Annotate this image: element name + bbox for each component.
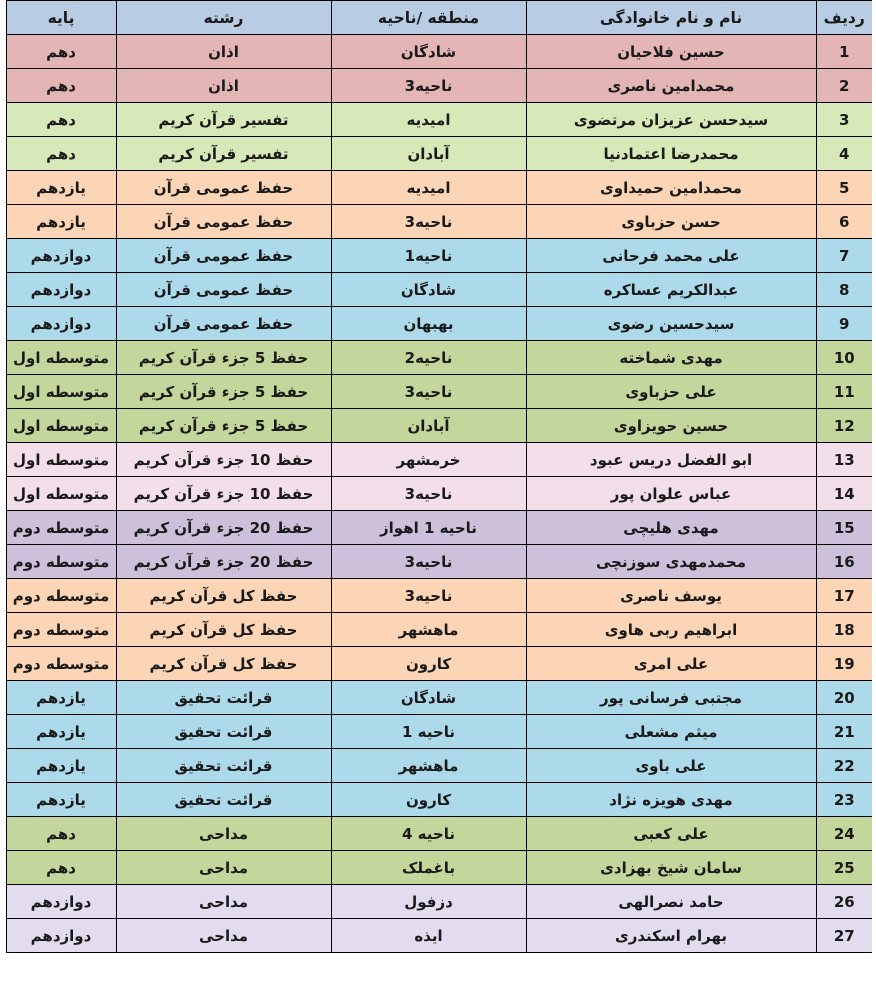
cell-region: ناحیه 4 bbox=[331, 817, 526, 851]
table-row bbox=[6, 307, 874, 341]
cell-radif: 10 bbox=[816, 341, 874, 375]
cell-radif: 17 bbox=[816, 579, 874, 613]
cell-region: کارون bbox=[331, 647, 526, 681]
cell-grade: دوازدهم bbox=[6, 919, 116, 953]
cell-name: علی محمد فرحانی bbox=[526, 239, 816, 273]
cell-radif: 6 bbox=[816, 205, 874, 239]
table-row bbox=[6, 171, 874, 205]
cell-radif: 8 bbox=[816, 273, 874, 307]
cell-region: ناحیه3 bbox=[331, 579, 526, 613]
cell-region: ماهشهر bbox=[331, 749, 526, 783]
cell-grade: یازدهم bbox=[6, 715, 116, 749]
cell-radif: 26 bbox=[816, 885, 874, 919]
cell-grade: دوازدهم bbox=[6, 885, 116, 919]
cell-field: اذان bbox=[116, 35, 331, 69]
cell-radif: 25 bbox=[816, 851, 874, 885]
cell-region: آبادان bbox=[331, 409, 526, 443]
table-row bbox=[6, 341, 874, 375]
cell-field: قرائت تحقیق bbox=[116, 783, 331, 817]
cell-region: شادگان bbox=[331, 681, 526, 715]
cell-region: ناحیه3 bbox=[331, 477, 526, 511]
cell-radif: 11 bbox=[816, 375, 874, 409]
cell-radif: 27 bbox=[816, 919, 874, 953]
cell-region: خرمشهر bbox=[331, 443, 526, 477]
cell-field: حفظ عمومی قرآن bbox=[116, 171, 331, 205]
cell-region: ناحیه3 bbox=[331, 69, 526, 103]
cell-grade: دهم bbox=[6, 69, 116, 103]
table-row bbox=[6, 477, 874, 511]
cell-grade: دهم bbox=[6, 817, 116, 851]
table-row bbox=[6, 851, 874, 885]
table-row bbox=[6, 919, 874, 953]
cell-field: حفظ کل قرآن کریم bbox=[116, 647, 331, 681]
cell-field: حفظ عمومی قرآن bbox=[116, 239, 331, 273]
cell-radif: 14 bbox=[816, 477, 874, 511]
cell-field: حفظ 20 جزء قرآن کریم bbox=[116, 545, 331, 579]
cell-region: بهبهان bbox=[331, 307, 526, 341]
cell-radif: 24 bbox=[816, 817, 874, 851]
cell-radif: 9 bbox=[816, 307, 874, 341]
cell-field: حفظ کل قرآن کریم bbox=[116, 613, 331, 647]
cell-grade: متوسطه دوم bbox=[6, 647, 116, 681]
column-header-radif: ردیف bbox=[816, 1, 874, 35]
cell-field: مداحی bbox=[116, 885, 331, 919]
table-row bbox=[6, 409, 874, 443]
cell-field: تفسیر قرآن کریم bbox=[116, 137, 331, 171]
cell-field: قرائت تحقیق bbox=[116, 715, 331, 749]
cell-region: دزفول bbox=[331, 885, 526, 919]
table-row bbox=[6, 749, 874, 783]
cell-name: محمدامین ناصری bbox=[526, 69, 816, 103]
table-row bbox=[6, 375, 874, 409]
cell-radif: 21 bbox=[816, 715, 874, 749]
cell-region: ناحیه1 bbox=[331, 239, 526, 273]
cell-field: تفسیر قرآن کریم bbox=[116, 103, 331, 137]
cell-radif: 13 bbox=[816, 443, 874, 477]
cell-region: کارون bbox=[331, 783, 526, 817]
cell-name: مهدی هلیچی bbox=[526, 511, 816, 545]
cell-grade: یازدهم bbox=[6, 205, 116, 239]
cell-radif: 15 bbox=[816, 511, 874, 545]
cell-region: ماهشهر bbox=[331, 613, 526, 647]
table-row bbox=[6, 613, 874, 647]
cell-name: محمدمهدی سوزنچی bbox=[526, 545, 816, 579]
cell-field: حفظ عمومی قرآن bbox=[116, 273, 331, 307]
cell-name: حسین حویزاوی bbox=[526, 409, 816, 443]
cell-field: حفظ عمومی قرآن bbox=[116, 307, 331, 341]
cell-radif: 4 bbox=[816, 137, 874, 171]
cell-name: بهرام اسکندری bbox=[526, 919, 816, 953]
table-row bbox=[6, 137, 874, 171]
cell-grade: دهم bbox=[6, 35, 116, 69]
cell-grade: متوسطه اول bbox=[6, 375, 116, 409]
cell-field: حفظ 20 جزء قرآن کریم bbox=[116, 511, 331, 545]
cell-region: ناحیه 1 bbox=[331, 715, 526, 749]
cell-field: حفظ 10 جزء قرآن کریم bbox=[116, 443, 331, 477]
cell-region: ناحیه3 bbox=[331, 545, 526, 579]
cell-field: قرائت تحقیق bbox=[116, 681, 331, 715]
cell-grade: متوسطه دوم bbox=[6, 613, 116, 647]
cell-name: ابو الفضل دریس عبود bbox=[526, 443, 816, 477]
cell-name: علی باوی bbox=[526, 749, 816, 783]
table-row bbox=[6, 579, 874, 613]
cell-name: عباس علوان پور bbox=[526, 477, 816, 511]
cell-region: امیدیه bbox=[331, 103, 526, 137]
cell-grade: یازدهم bbox=[6, 171, 116, 205]
cell-grade: متوسطه دوم bbox=[6, 511, 116, 545]
cell-region: شادگان bbox=[331, 35, 526, 69]
cell-field: قرائت تحقیق bbox=[116, 749, 331, 783]
table-row bbox=[6, 647, 874, 681]
cell-field: حفظ 5 جزء قرآن کریم bbox=[116, 409, 331, 443]
cell-radif: 1 bbox=[816, 35, 874, 69]
cell-grade: دوازدهم bbox=[6, 239, 116, 273]
table-row bbox=[6, 239, 874, 273]
cell-grade: متوسطه دوم bbox=[6, 545, 116, 579]
cell-field: اذان bbox=[116, 69, 331, 103]
column-header-field: رشته bbox=[116, 1, 331, 35]
cell-name: حسین فلاحیان bbox=[526, 35, 816, 69]
cell-field: حفظ 10 جزء قرآن کریم bbox=[116, 477, 331, 511]
cell-name: محمدرضا اعتمادنیا bbox=[526, 137, 816, 171]
cell-name: ابراهیم ربی هاوی bbox=[526, 613, 816, 647]
table-row bbox=[6, 545, 874, 579]
cell-name: حسن حزباوی bbox=[526, 205, 816, 239]
cell-name: سامان شیخ بهزادی bbox=[526, 851, 816, 885]
cell-name: علی امری bbox=[526, 647, 816, 681]
cell-radif: 7 bbox=[816, 239, 874, 273]
cell-radif: 2 bbox=[816, 69, 874, 103]
header-row bbox=[6, 1, 874, 35]
cell-field: حفظ 5 جزء قرآن کریم bbox=[116, 341, 331, 375]
cell-grade: دوازدهم bbox=[6, 273, 116, 307]
cell-field: حفظ کل قرآن کریم bbox=[116, 579, 331, 613]
cell-grade: متوسطه اول bbox=[6, 477, 116, 511]
cell-name: عبدالکریم عساکره bbox=[526, 273, 816, 307]
cell-grade: یازدهم bbox=[6, 681, 116, 715]
cell-name: سیدحسین رضوی bbox=[526, 307, 816, 341]
cell-radif: 19 bbox=[816, 647, 874, 681]
table-row bbox=[6, 205, 874, 239]
cell-name: سیدحسن عزیزان مرتضوی bbox=[526, 103, 816, 137]
table-row bbox=[6, 885, 874, 919]
table-row bbox=[6, 273, 874, 307]
cell-field: حفظ 5 جزء قرآن کریم bbox=[116, 375, 331, 409]
table-row bbox=[6, 511, 874, 545]
cell-name: میثم مشعلی bbox=[526, 715, 816, 749]
cell-radif: 22 bbox=[816, 749, 874, 783]
cell-grade: متوسطه اول bbox=[6, 409, 116, 443]
cell-region: ناحیه3 bbox=[331, 375, 526, 409]
cell-region: شادگان bbox=[331, 273, 526, 307]
cell-field: حفظ عمومی قرآن bbox=[116, 205, 331, 239]
table-row bbox=[6, 715, 874, 749]
table-header bbox=[6, 1, 874, 35]
cell-name: علی کعبی bbox=[526, 817, 816, 851]
column-header-grade: پایه bbox=[6, 1, 116, 35]
cell-name: مهدی شماخته bbox=[526, 341, 816, 375]
cell-grade: دهم bbox=[6, 137, 116, 171]
cell-grade: متوسطه دوم bbox=[6, 579, 116, 613]
cell-region: باغملک bbox=[331, 851, 526, 885]
table-row bbox=[6, 817, 874, 851]
table-row bbox=[6, 681, 874, 715]
cell-field: مداحی bbox=[116, 851, 331, 885]
cell-radif: 3 bbox=[816, 103, 874, 137]
column-header-name: نام و نام خانوادگی bbox=[526, 1, 816, 35]
cell-region: ناحیه 1 اهواز bbox=[331, 511, 526, 545]
results-table bbox=[6, 0, 876, 953]
cell-region: ناحیه3 bbox=[331, 205, 526, 239]
cell-name: مهدی هویزه نژاد bbox=[526, 783, 816, 817]
cell-radif: 5 bbox=[816, 171, 874, 205]
cell-radif: 16 bbox=[816, 545, 874, 579]
cell-region: ناحیه2 bbox=[331, 341, 526, 375]
table-row bbox=[6, 783, 874, 817]
cell-radif: 18 bbox=[816, 613, 874, 647]
cell-name: یوسف ناصری bbox=[526, 579, 816, 613]
cell-field: مداحی bbox=[116, 817, 331, 851]
cell-radif: 23 bbox=[816, 783, 874, 817]
cell-name: حامد نصرالهی bbox=[526, 885, 816, 919]
table-row bbox=[6, 443, 874, 477]
cell-grade: دهم bbox=[6, 851, 116, 885]
cell-field: مداحی bbox=[116, 919, 331, 953]
cell-name: علی حزباوی bbox=[526, 375, 816, 409]
cell-region: امیدیه bbox=[331, 171, 526, 205]
cell-radif: 12 bbox=[816, 409, 874, 443]
cell-name: محمدامین حمیداوی bbox=[526, 171, 816, 205]
cell-grade: دوازدهم bbox=[6, 307, 116, 341]
cell-grade: یازدهم bbox=[6, 783, 116, 817]
table-row bbox=[6, 103, 874, 137]
table-row bbox=[6, 35, 874, 69]
cell-grade: یازدهم bbox=[6, 749, 116, 783]
table-body bbox=[6, 35, 874, 953]
cell-region: آبادان bbox=[331, 137, 526, 171]
column-header-region: منطقه /ناحیه bbox=[331, 1, 526, 35]
cell-region: ایذه bbox=[331, 919, 526, 953]
cell-radif: 20 bbox=[816, 681, 874, 715]
cell-name: مجتبی فرسانی پور bbox=[526, 681, 816, 715]
cell-grade: متوسطه اول bbox=[6, 443, 116, 477]
table-row bbox=[6, 69, 874, 103]
cell-grade: متوسطه اول bbox=[6, 341, 116, 375]
cell-grade: دهم bbox=[6, 103, 116, 137]
